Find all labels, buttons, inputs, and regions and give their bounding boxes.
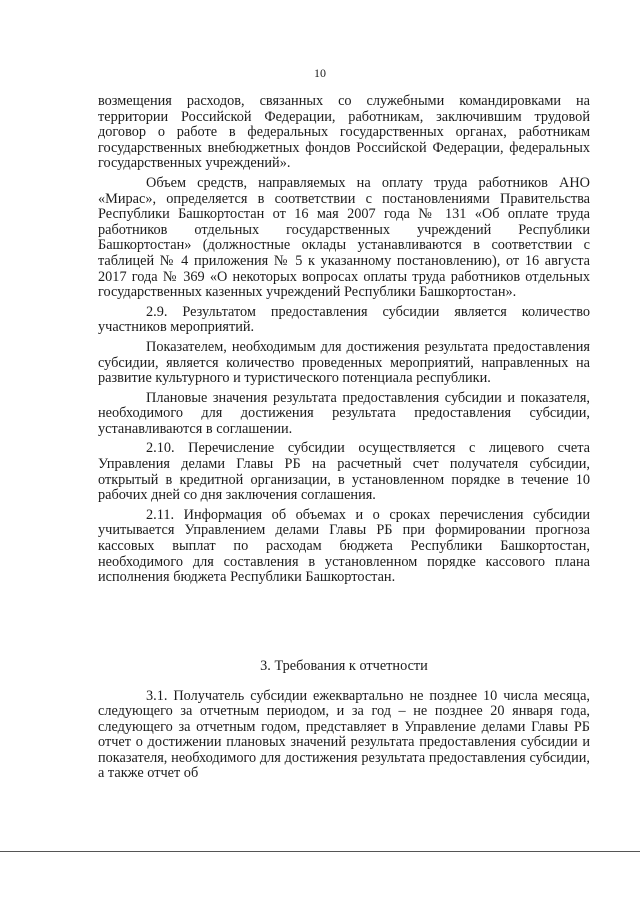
paragraph-2-11: 2.11. Информация об объемах и о сроках перечисления субсидии учитывается Управлением делами Главы РБ при формировании прогноза кассовых выплат по расходам бюджета Республики Башкортостан, необходимого для составления в установленном порядке кассового плана исполнения бюджета Республики Башкортостан. <box>98 506 590 586</box>
footer-rule <box>0 851 640 852</box>
paragraph-continuation: возмещения расходов, связанных со служебными командировками на территории Российской Федерации, работникам, заключившим трудовой договор о работе в федеральных государственных органах, работникам государственных внебюджетных фондов Российской Федерации, федеральных государственных учреждений». <box>98 93 590 172</box>
paragraph-2-10: 2.10. Перечисление субсидии осуществляется с лицевого счета Управления делами Главы РБ на расчетный счет получателя субсидии, открытый в кредитной организации, в установленном порядке в течение 10 рабочих дней со дня заключения соглашения. <box>98 440 590 504</box>
paragraph-indicator: Показателем, необходимым для достижения результата предоставления субсидии, является количество проведенных мероприятий, направленных на развитие культурного и туристического потенциала республики. <box>98 338 590 387</box>
paragraph-salary-volume: Объем средств, направляемых на оплату труда работников АНО «Мирас», определяется в соответствии с постановлениями Правительства Республики Башкортостан от 16 мая 2007 года № 131 «Об оплате труда работников отдельных государственных учреждений Республики Башкортостан» (должностные оклады устанавливаются в соответствии с таблицей № 4 приложения № 5 к указанному постановлению), от 16 августа 2017 года № 369 «О некоторых вопросах оплаты труда работников отдельных государственных казенных учреждений Республики Башкортостан». <box>98 174 590 301</box>
section-3-text <box>98 689 590 785</box>
paragraph-planned-values: Плановые значения результата предоставления субсидии и показателя, необходимого для достижения результата предоставления субсидии, устанавливаются в соглашении. <box>98 389 590 437</box>
page-number: 10 <box>314 66 326 80</box>
paragraph-2-9: 2.9. Результатом предоставления субсидии является количество участников мероприятий. <box>98 303 590 336</box>
section-heading: 3. Требования к отчетности <box>260 658 428 674</box>
section-2-text <box>98 94 590 590</box>
paragraph-3-1: 3.1. Получатель субсидии ежеквартально не позднее 10 числа месяца, следующего за отчетным периодом, и за год – не позднее 20 января года, следующего за отчетным годом, представляет в Управление делами Главы РБ отчет о достижении плановых значений результата предоставления субсидии и показателя, необходимого для достижения результата предоставления субсидии, а также отчет об <box>98 688 590 782</box>
